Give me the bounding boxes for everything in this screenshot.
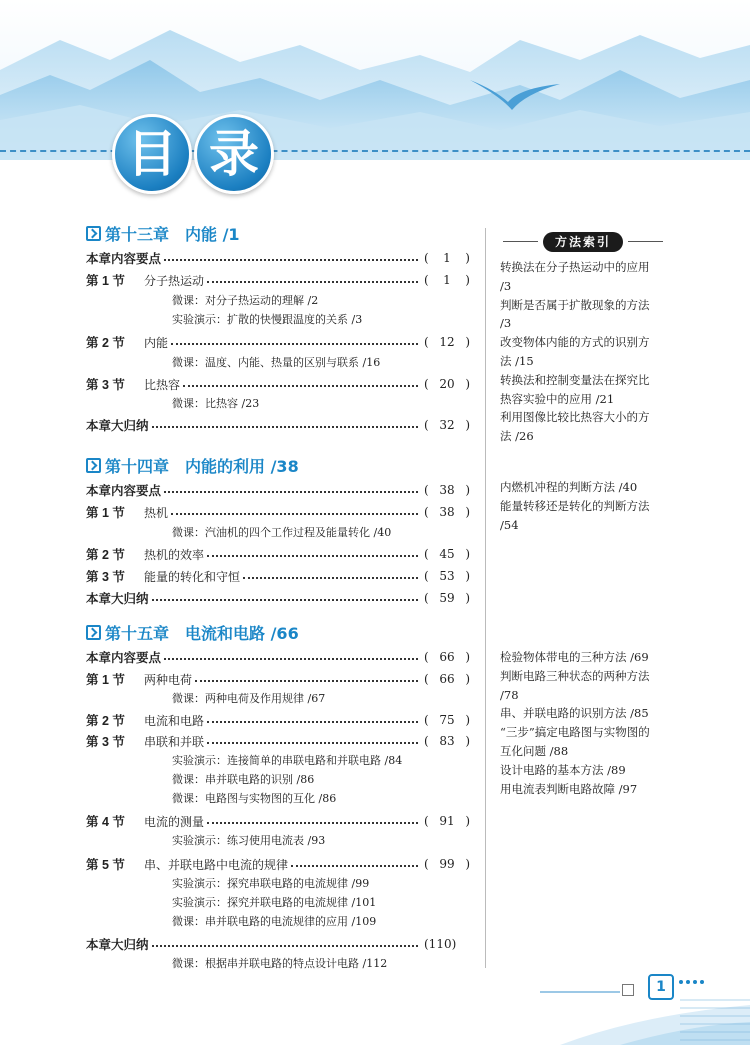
- chevron-right-icon: [86, 458, 101, 473]
- page-number: 1: [648, 974, 674, 1000]
- method-index-line[interactable]: 判断是否属于扩散现象的方法: [500, 297, 650, 312]
- method-index-line[interactable]: /78: [500, 687, 519, 702]
- section-number: 第 3 节: [86, 735, 125, 749]
- method-index-heading: [503, 232, 663, 252]
- chapter-heading[interactable]: [86, 454, 470, 476]
- sub-item[interactable]: 微课：比热容 /23: [172, 397, 260, 410]
- leader-dots: [152, 599, 418, 601]
- leader-dots: [164, 658, 418, 660]
- method-index-line[interactable]: 判断电路三种状态的两种方法: [500, 668, 650, 683]
- section-number: 第 5 节: [86, 858, 125, 872]
- leader-dots: [207, 822, 418, 824]
- toc-row[interactable]: [86, 270, 470, 290]
- method-index-line[interactable]: 设计电路的基本方法 /89: [500, 762, 626, 777]
- toc-row[interactable]: [86, 647, 470, 667]
- toc-row[interactable]: [86, 811, 470, 831]
- section-name: 分子热运动: [144, 273, 205, 288]
- footer-rule: [540, 991, 620, 993]
- method-index-line[interactable]: /3: [500, 278, 512, 293]
- row-page: ( 12 ): [424, 335, 470, 349]
- section-name: 热机: [144, 505, 169, 520]
- leader-dots: [207, 555, 418, 557]
- leader-dots: [164, 259, 418, 261]
- chevron-right-icon: [86, 625, 101, 640]
- toc-row[interactable]: [86, 934, 470, 954]
- row-page: (110): [424, 937, 457, 951]
- chapter-number: 第十五章: [105, 623, 170, 643]
- leader-dots: [171, 513, 418, 515]
- method-index-line[interactable]: 用电流表判断电路故障 /97: [500, 781, 638, 796]
- method-index-group-3: [500, 648, 700, 798]
- chapter-number: 第十三章: [105, 224, 170, 244]
- footer-dot-icon: [693, 980, 697, 984]
- row-page: ( 1 ): [424, 251, 470, 265]
- leader-dots: [207, 721, 418, 723]
- footer-square-icon: [622, 984, 634, 996]
- chapter-name: 电流和电路 /66: [185, 623, 299, 643]
- method-index-line[interactable]: “三步”搞定电路图与实物图的: [500, 725, 650, 740]
- row-label: 本章内容要点: [86, 651, 162, 665]
- row-page: ( 45 ): [424, 547, 470, 561]
- toc-row[interactable]: [86, 566, 470, 586]
- sub-item[interactable]: 微课：两种电荷及作用规律 /67: [172, 692, 326, 705]
- section-name: 两种电荷: [144, 672, 193, 687]
- row-label: 本章大归纳: [86, 938, 149, 952]
- row-label: 本章内容要点: [86, 252, 162, 266]
- section-number: 第 1 节: [86, 506, 125, 520]
- footer-wave-illustration: [0, 970, 750, 1045]
- section-number: 第 2 节: [86, 548, 125, 562]
- sub-item[interactable]: 微课：串并联电路的识别 /86: [172, 773, 315, 786]
- chapter-13: [86, 222, 470, 433]
- chapter-heading[interactable]: [86, 222, 470, 244]
- page-title: [112, 114, 282, 194]
- toc-row[interactable]: [86, 332, 470, 352]
- sub-item[interactable]: 微课：电路图与实物图的互化 /86: [172, 792, 337, 805]
- title-char-1: 目: [112, 114, 192, 194]
- section-number: 第 2 节: [86, 714, 125, 728]
- row-page: ( 38 ): [424, 505, 470, 519]
- sub-item[interactable]: 微课：对分子热运动的理解 /2: [172, 294, 319, 307]
- row-page: ( 32 ): [424, 418, 470, 432]
- chapter-heading[interactable]: [86, 621, 470, 643]
- method-index-group-2: [500, 478, 700, 534]
- section-name: 热机的效率: [144, 547, 205, 562]
- section-number: 第 1 节: [86, 274, 125, 288]
- footer-dot-icon: [686, 980, 690, 984]
- section-name: 内能: [144, 335, 169, 350]
- method-index-line[interactable]: /3: [500, 316, 512, 331]
- footer-dot-icon: [700, 980, 704, 984]
- heading-rule-right: [628, 241, 663, 242]
- section-number: 第 3 节: [86, 378, 125, 392]
- method-index-line[interactable]: 转换法在分子热运动中的应用: [500, 260, 650, 274]
- leader-dots: [291, 865, 418, 867]
- section-name: 能量的转化和守恒: [144, 569, 241, 584]
- toc-row[interactable]: [86, 544, 470, 564]
- heading-rule-left: [503, 241, 538, 242]
- method-index-line[interactable]: 互化问题 /88: [500, 743, 569, 758]
- chapter-15: [86, 621, 470, 970]
- row-page: ( 38 ): [424, 483, 470, 497]
- method-index-group-1: [500, 258, 700, 446]
- sub-item[interactable]: 实验演示：探究并联电路的电流规律 /101: [172, 896, 377, 909]
- row-page: ( 53 ): [424, 569, 470, 583]
- leader-dots: [207, 281, 418, 283]
- section-name: 串、并联电路中电流的规律: [144, 857, 289, 872]
- row-page: ( 75 ): [424, 713, 470, 727]
- chapter-14: [86, 454, 470, 606]
- leader-dots: [207, 742, 418, 744]
- method-index-line[interactable]: /54: [500, 517, 519, 532]
- section-number: 第 4 节: [86, 815, 125, 829]
- method-index-line[interactable]: 改变物体内能的方式的识别方: [500, 335, 650, 350]
- toc-row[interactable]: [86, 669, 470, 689]
- toc-row[interactable]: [86, 710, 470, 730]
- method-index-line[interactable]: 串、并联电路的识别方法 /85: [500, 706, 649, 721]
- sub-item[interactable]: 微课：串并联电路的电流规律的应用 /109: [172, 915, 377, 928]
- toc-row[interactable]: [86, 480, 470, 500]
- section-number: 第 2 节: [86, 336, 125, 350]
- sub-item[interactable]: 微课：温度、内能、热量的区别与联系 /16: [172, 356, 381, 369]
- method-index-line[interactable]: 利用图像比较比热容大小的方: [500, 410, 650, 425]
- method-index-line[interactable]: 内燃机冲程的判断方法 /40: [500, 480, 638, 494]
- chapter-name: 内能 /1: [185, 224, 240, 244]
- method-index-line[interactable]: 热容实验中的应用 /21: [500, 391, 615, 406]
- chevron-right-icon: [86, 226, 101, 241]
- sub-item[interactable]: 微课：汽油机的四个工作过程及能量转化 /40: [172, 526, 392, 539]
- method-index-line[interactable]: 检验物体带电的三种方法 /69: [500, 650, 649, 664]
- method-index-line[interactable]: 法 /15: [500, 353, 534, 368]
- method-index-line[interactable]: 法 /26: [500, 429, 534, 444]
- section-name: 比热容: [144, 377, 181, 392]
- row-label: 本章大归纳: [86, 592, 149, 606]
- leader-dots: [152, 426, 418, 428]
- toc-row[interactable]: [86, 502, 470, 522]
- method-index-badge: 方法索引: [543, 232, 623, 252]
- toc-row[interactable]: [86, 588, 470, 608]
- section-name: 电流的测量: [144, 814, 205, 829]
- row-page: ( 20 ): [424, 377, 470, 391]
- sub-item[interactable]: 实验演示：连接简单的串联电路和并联电路 /84: [172, 754, 403, 767]
- leader-dots: [195, 680, 418, 682]
- leader-dots: [171, 343, 418, 345]
- method-index-line[interactable]: 能量转移还是转化的判断方法: [500, 498, 650, 513]
- row-label: 本章大归纳: [86, 419, 149, 433]
- title-char-2: 录: [194, 114, 274, 194]
- toc-row[interactable]: [86, 731, 470, 751]
- row-page: ( 91 ): [424, 814, 470, 828]
- row-label: 本章内容要点: [86, 484, 162, 498]
- sub-item[interactable]: 微课：根据串并联电路的特点设计电路 /112: [172, 957, 388, 970]
- leader-dots: [243, 577, 418, 579]
- chapter-number: 第十四章: [105, 456, 170, 476]
- section-number: 第 1 节: [86, 673, 125, 687]
- footer-decoration: [0, 970, 750, 1045]
- footer-dot-icon: [679, 980, 683, 984]
- row-page: ( 83 ): [424, 734, 470, 748]
- sub-item[interactable]: 实验演示：探究串联电路的电流规律 /99: [172, 877, 370, 890]
- row-page: ( 66 ): [424, 650, 470, 664]
- leader-dots: [164, 491, 418, 493]
- toc-row[interactable]: [86, 854, 470, 874]
- row-page: ( 99 ): [424, 857, 470, 871]
- sub-item[interactable]: 实验演示：练习使用电流表 /93: [172, 834, 326, 847]
- sub-item[interactable]: 实验演示：扩散的快慢跟温度的关系 /3: [172, 313, 363, 326]
- leader-dots: [152, 945, 418, 947]
- section-name: 串联和并联: [144, 734, 205, 749]
- toc-row[interactable]: [86, 415, 470, 435]
- toc-row[interactable]: [86, 248, 470, 268]
- section-name: 电流和电路: [144, 713, 205, 728]
- section-number: 第 3 节: [86, 570, 125, 584]
- chapter-name: 内能的利用 /38: [185, 456, 299, 476]
- column-divider: [485, 228, 486, 968]
- row-page: ( 1 ): [424, 273, 470, 287]
- toc-row[interactable]: [86, 374, 470, 394]
- row-page: ( 59 ): [424, 591, 470, 605]
- leader-dots: [183, 385, 418, 387]
- method-index-line[interactable]: 转换法和控制变量法在探究比: [500, 372, 650, 387]
- row-page: ( 66 ): [424, 672, 470, 686]
